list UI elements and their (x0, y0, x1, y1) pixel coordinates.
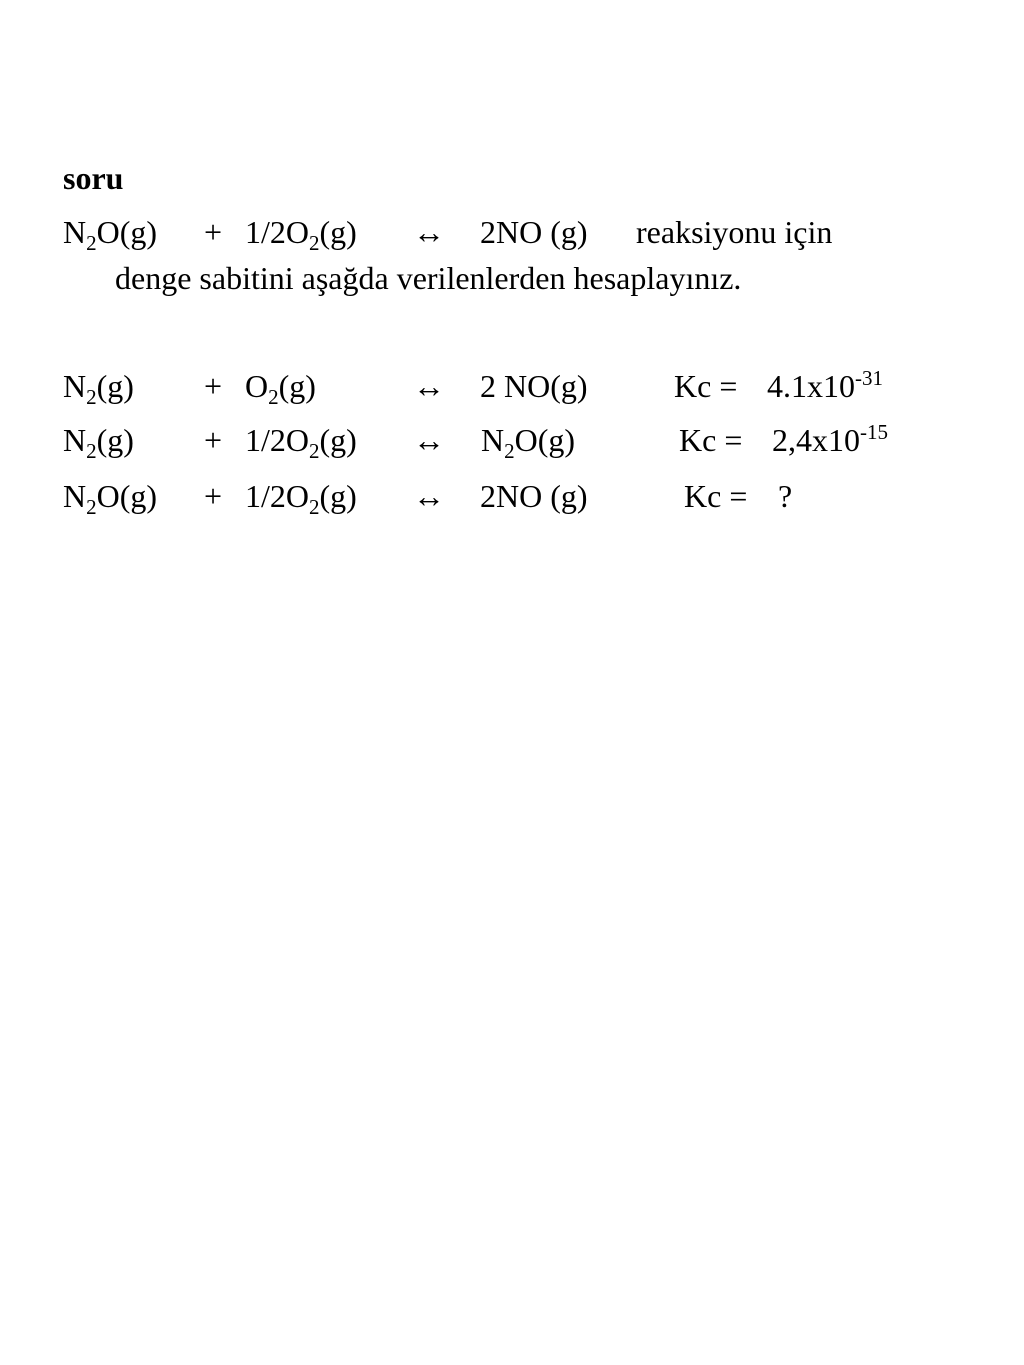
kc-label: Kc = (674, 368, 738, 404)
plus-sign: + (204, 422, 223, 458)
equilibrium-arrow: ↔ (413, 368, 445, 404)
reaction-row (0, 418, 1024, 462)
question-reactant-1: $N_2O(g)$ (63, 214, 158, 255)
kc-label: Kc = (684, 478, 748, 514)
reactant-1: $N_2(g)$ (63, 422, 134, 463)
question-arrow: ↔ (413, 214, 445, 250)
reactant-2: $O_2(g)$ (245, 368, 316, 409)
question-line-2: denge sabitini aşağda verilenlerden hesaplayınız. (115, 260, 742, 296)
equilibrium-arrow: ↔ (413, 422, 445, 458)
equilibrium-arrow: ↔ (413, 478, 445, 514)
reaction-row (0, 364, 1024, 408)
question-product: 2NO (g) (480, 214, 588, 250)
kc-value: $4.1x10^{-31}$ (767, 366, 883, 404)
kc-value: $2,4x10^{-15}$ (772, 420, 888, 458)
reactant-1: $N_2(g)$ (63, 368, 134, 409)
question-line-1 (0, 210, 1024, 254)
product: 2NO (g) (480, 478, 588, 514)
plus-sign: + (204, 478, 223, 514)
product: $N_2O(g)$ (481, 422, 576, 463)
kc-label: Kc = (679, 422, 743, 458)
question-text: reaksiyonu için (636, 214, 833, 250)
reactant-2: $1/2O_2(g)$ (245, 422, 357, 463)
question-plus: + (204, 214, 223, 250)
reactant-1: $N_2O(g)$ (63, 478, 158, 519)
question-reactant-2: $1/2O_2(g)$ (245, 214, 357, 255)
reaction-row (0, 474, 1024, 518)
product: 2 NO(g) (480, 368, 588, 404)
plus-sign: + (204, 368, 223, 404)
question-title: soru (63, 160, 124, 196)
kc-value: ? (778, 478, 793, 514)
reactant-2: $1/2O_2(g)$ (245, 478, 357, 519)
